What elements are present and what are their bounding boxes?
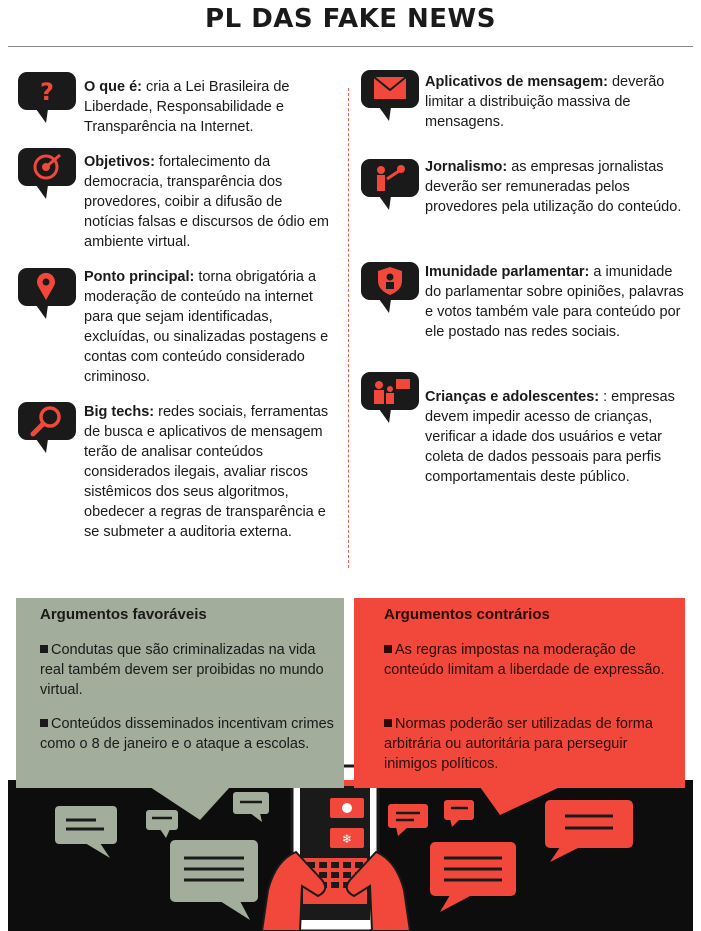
- item-text: deverão limitar a distribuição massiva de mensagens.: [425, 74, 665, 130]
- item-text: a imunidade do parlamentar sobre opiniões, palavras e votos também vale para conteúdo por ele postado nas redes sociais.: [425, 264, 684, 340]
- smartphone-icon: [292, 766, 378, 931]
- item-label: Aplicativos de mensagem:: [425, 74, 608, 90]
- left-item-what: [84, 77, 334, 137]
- arguments-section: [0, 590, 701, 931]
- favor-point: Condutas que são criminalizadas na vida real também devem ser proibidas no mundo virtual.: [40, 642, 324, 698]
- magnifier-icon: [16, 400, 78, 454]
- envelope-icon: [359, 68, 421, 122]
- bullet-square-icon: [40, 645, 48, 653]
- item-label: Crianças e adolescentes:: [425, 389, 600, 405]
- item-text: : empresas devem impedir acesso de crianças, verificar a idade dos usuários e vetar coleta de dados pessoais para perfis comportamentais deste público.: [425, 389, 675, 485]
- contra-heading: Argumentos contrários: [384, 606, 550, 623]
- column-divider: [348, 88, 349, 568]
- right-item-messaging-apps: [425, 72, 690, 132]
- question-mark-icon: [16, 70, 78, 124]
- item-text: as empresas jornalistas deverão ser remuneradas pelos provedores pela utilização do conteúdo.: [425, 159, 682, 215]
- item-label: Big techs:: [84, 404, 155, 420]
- item-text: redes sociais, ferramentas de busca e aplicativos de mensagem terão de analisar conteúdos considerados ilegais, avaliar riscos sistêmicos dos seus algoritmos, obedecer a regras de transparência e se submeter a auditoria externa.: [84, 404, 329, 540]
- item-label: Objetivos:: [84, 154, 155, 170]
- contra-point: Normas poderão ser utilizadas de forma arbitrária ou autoritária para perseguir inimigos políticos.: [384, 716, 653, 772]
- right-item-parliamentary-immunity: [425, 262, 690, 342]
- right-item-children: [425, 387, 690, 487]
- left-item-objectives: [84, 152, 334, 252]
- arguments-contra-panel: [354, 598, 685, 788]
- target-icon: [16, 146, 78, 200]
- bullet-square-icon: [40, 719, 48, 727]
- shield-person-icon: [359, 260, 421, 314]
- page-title: PL DAS FAKE NEWS: [205, 4, 496, 34]
- location-pin-icon: [16, 266, 78, 320]
- favor-point: Conteúdos disseminados incentivam crimes como o 8 de janeiro e o ataque a escolas.: [40, 716, 334, 752]
- item-label: O que é:: [84, 79, 143, 95]
- contra-point: As regras impostas na moderação de conteúdo limitam a liberdade de expressão.: [384, 642, 665, 678]
- bullet-square-icon: [384, 719, 392, 727]
- favor-heading: Argumentos favoráveis: [40, 606, 207, 623]
- left-item-main-point: [84, 267, 339, 387]
- right-item-journalism: [425, 157, 690, 217]
- item-text: torna obrigatória a moderação de conteúdo na internet para que sejam identificadas, excluídas, ou sinalizadas postagens e contas com conteúdo considerado criminoso.: [84, 269, 329, 385]
- left-item-big-techs: [84, 402, 339, 542]
- svg-text:?: ?: [40, 78, 54, 106]
- journalist-icon: [359, 157, 421, 211]
- svg-text:❄: ❄: [341, 832, 353, 846]
- title-rule: [8, 46, 693, 47]
- item-label: Jornalismo:: [425, 159, 508, 175]
- children-icon: [359, 370, 421, 424]
- item-text: cria a Lei Brasileira de Liberdade, Responsabilidade e Transparência na Internet.: [84, 79, 290, 135]
- arguments-favor-panel: [16, 598, 344, 788]
- item-text: fortalecimento da democracia, transparência dos provedores, coibir a difusão de notícias falsas e discursos de ódio em ambiente virtual.: [84, 154, 330, 250]
- bullet-square-icon: [384, 645, 392, 653]
- item-label: Imunidade parlamentar:: [425, 264, 590, 280]
- item-label: Ponto principal:: [84, 269, 195, 285]
